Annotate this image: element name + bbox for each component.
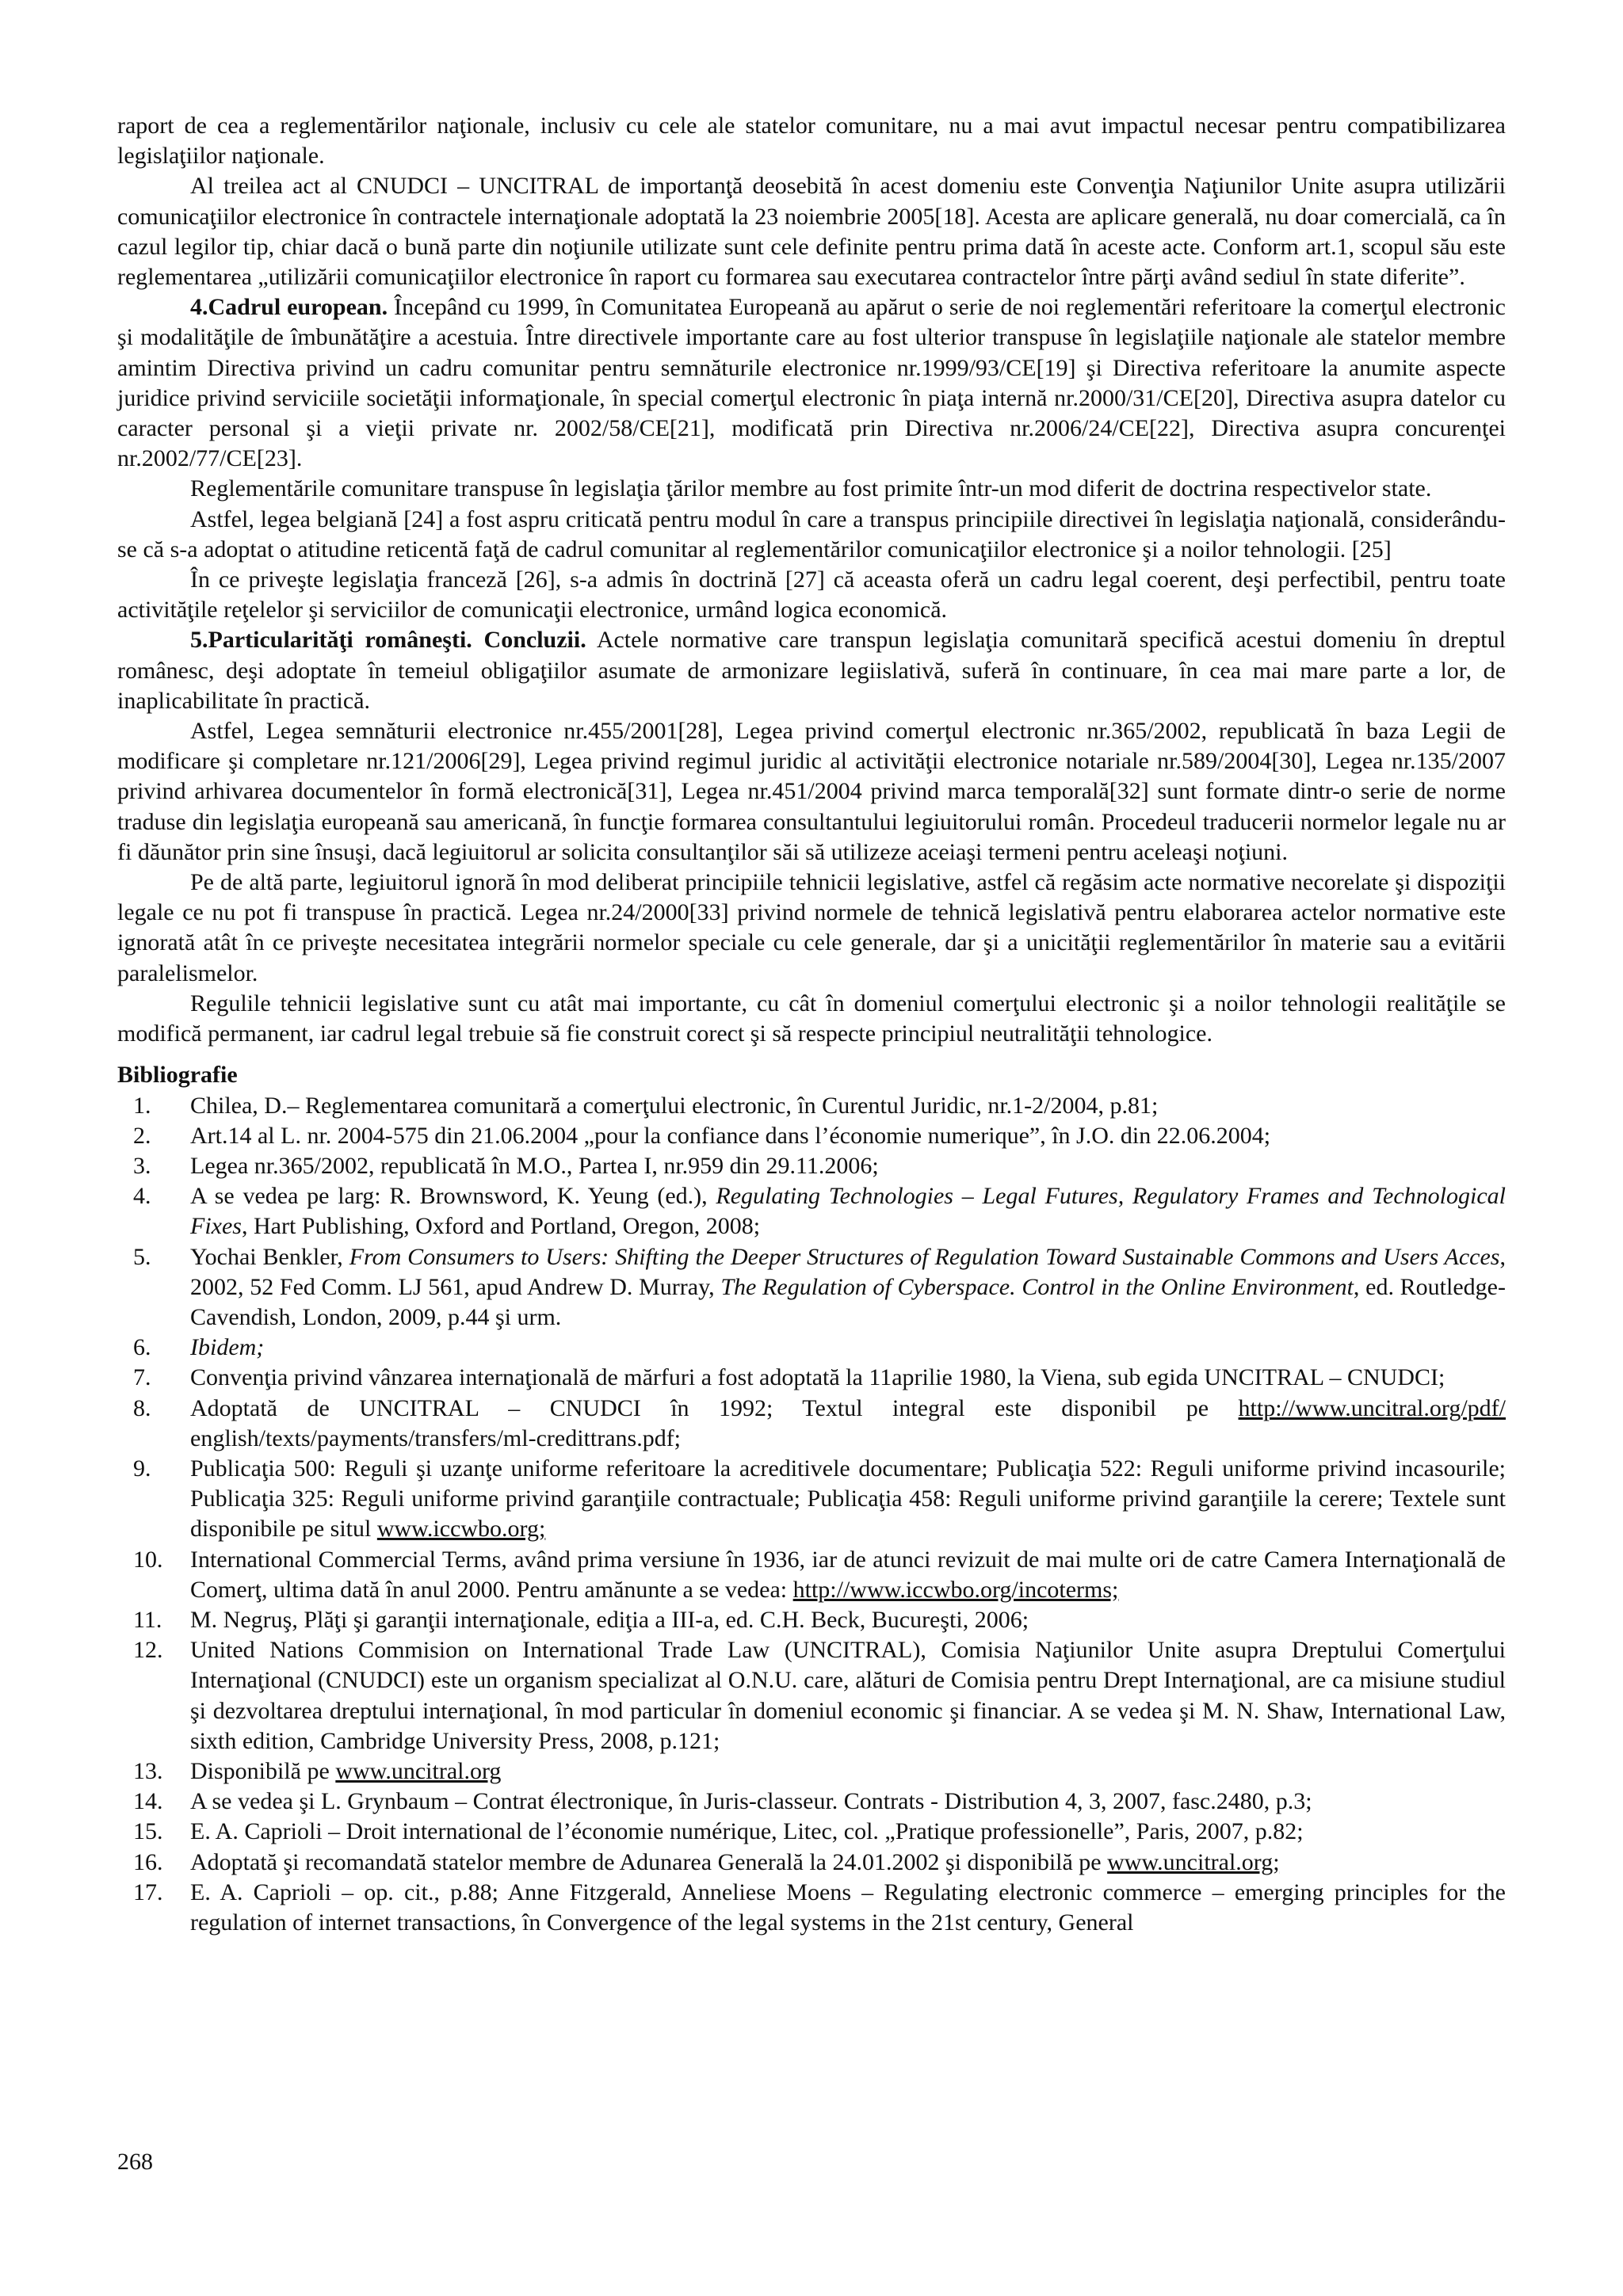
bibliography-item-text: Adoptată de UNCITRAL – CNUDCI în 1992; Textul integral este disponibil pe — [190, 1394, 1239, 1421]
bibliography-item-title: Regulating Technologies – Legal Futures, Regulatory Frames and Technological Fixes — [190, 1183, 1506, 1240]
section-4-paragraph — [117, 292, 1506, 474]
bibliography-item-number: 9. — [133, 1455, 151, 1482]
bibliography-item-link[interactable]: www.iccwbo.org; — [376, 1516, 546, 1543]
bibliography-item — [117, 1878, 1506, 1938]
bibliography-item-number: 12. — [133, 1637, 163, 1664]
bibliography-item-text: Chilea, D.– Reglementarea comunitară a comerţului electronic, în Curentul Juridic, nr.1-2/2004, p.81; — [190, 1092, 1159, 1119]
bibliography-item — [117, 1635, 1506, 1756]
bibliography-item — [117, 1848, 1506, 1878]
bibliography-item — [117, 1817, 1506, 1847]
page-body — [117, 111, 1506, 1938]
bibliography-item-link[interactable]: http://www.iccwbo.org/incoterms; — [792, 1576, 1119, 1603]
section-4-number: 4. — [190, 294, 208, 321]
bibliography-item — [117, 1394, 1506, 1454]
bibliography-item — [117, 1333, 1506, 1363]
page-number: 268 — [117, 2149, 153, 2175]
bibliography-item — [117, 1605, 1506, 1635]
bibliography-item-number: 14. — [133, 1788, 163, 1815]
bibliography-item-number: 11. — [133, 1606, 162, 1633]
bibliography-item-number: 1. — [133, 1092, 151, 1119]
bibliography-item-number: 8. — [133, 1394, 151, 1421]
bibliography-item-text: english/texts/payments/transfers/ml-credittrans.pdf; — [190, 1425, 682, 1451]
section-5-body: Actele normative care transpun legislaţia comunitară specifică acestui domeniu în dreptul românesc, deşi adoptate în temeiul obligaţiilor asumate de armonizare legiislativă, suferă în continuare, în cea mai mare parte a lor, de inaplicabilitate în practică. — [117, 627, 1506, 714]
bibliography-item-number: 2. — [133, 1122, 151, 1149]
section-5-paragraph — [117, 625, 1506, 716]
section-4-title: Cadrul european. — [208, 294, 388, 321]
bibliography-item — [117, 1151, 1506, 1181]
bibliography-item-number: 3. — [133, 1152, 151, 1179]
bibliography-item-text: Yochai Benkler, — [190, 1243, 349, 1270]
bibliography-item — [117, 1091, 1506, 1121]
bibliography-item-text: , Hart Publishing, Oxford and Portland, Oregon, 2008; — [241, 1213, 761, 1240]
bibliography-item-number: 10. — [133, 1546, 163, 1573]
bibliography-item-number: 16. — [133, 1848, 163, 1875]
bibliography-item — [117, 1363, 1506, 1393]
bibliography-item-text: Convenţia privind vânzarea internaţională de mărfuri a fost adoptată la 11aprilie 1980, la Viena, sub egida UNCITRAL – CNUDCI; — [190, 1364, 1445, 1391]
bibliography-item-text: Adoptată şi recomandată statelor membre de Adunarea Generală la 24.01.2002 şi disponibilă pe — [190, 1848, 1108, 1875]
bibliography-item — [117, 1121, 1506, 1151]
paragraph-5: Astfel, legea belgiană [24] a fost aspru criticată pentru modul în care a transpus principiile directivei în legislaţia naţională, considerându-se că s-a adoptat o atitudine reticentă faţă de cadrul comunitar al reglementărilor comunicaţiilor electronice şi a noilor tehnologii. [25] — [117, 505, 1506, 563]
bibliography-item-link[interactable]: www.uncitral.org — [335, 1757, 502, 1784]
bibliography-item-number: 17. — [133, 1878, 163, 1905]
bibliography-item-text: United Nations Commision on International Trade Law (UNCITRAL), Comisia Naţiunilor Unite asupra Dreptului Comerţului Internaţional (CNUDCI) este un organism specializat al O.N.U. care, alături de Comisia pentru Drept Internaţional, are ca misiune studiul şi dezvoltarea dreptului internaţional, în mod particular în domeniul economic şi financiar. A se vedea şi M. N. Shaw, International Law, sixth edition, Cambridge University Press, 2008, p.121; — [190, 1637, 1506, 1754]
paragraph-4: Reglementările comunitare transpuse în legislaţia ţărilor membre au fost primite într-un mod diferit de doctrina respectivelor state. — [190, 475, 1432, 502]
bibliography-item-title: The Regulation of Cyberspace. Control in the Online Environment — [720, 1273, 1354, 1300]
bibliography-item — [117, 1787, 1506, 1817]
bibliography-item-text: Art.14 al L. nr. 2004-575 din 21.06.2004 „pour la confiance dans l’économie numerique”, în J.O. din 22.06.2004; — [190, 1122, 1271, 1149]
bibliography-item-link[interactable]: www.uncitral.org; — [1107, 1848, 1280, 1875]
bibliography-item-title: Ibidem; — [190, 1334, 265, 1361]
section-5-title: Particularităţi româneşti. Concluzii. — [208, 627, 586, 654]
paragraph-6: În ce priveşte legislaţia franceză [26], s-a admis în doctrină [27] că aceasta oferă un cadru legal coerent, deşi perfectibil, pentru toate activităţile reţelelor şi serviciilor de comunicaţii electronice, urmând logica economică. — [117, 566, 1506, 624]
bibliography-item — [117, 1545, 1506, 1605]
paragraph-10: Regulile tehnicii legislative sunt cu atât mai importante, cu cât în domeniul comerţului electronic şi a noilor tehnologii realităţile se modifică permanent, iar cadrul legal trebuie să fie construit corect şi să respecte principiul neutralităţii tehnologice. — [117, 990, 1506, 1047]
paragraph-9: Pe de altă parte, legiuitorul ignoră în mod deliberat principiile tehnicii legislative, astfel că regăsim acte normative necorelate şi dispoziţii legale ce nu pot fi transpuse în practică. Legea nr.24/2000[33] privind normele de tehnică legislativă pentru elaborarea actelor normative este ignorată atât în ce priveşte necesitatea integrării normelor speciale cu cele generale, dar şi a unicităţii reglementărilor în materie sau a evitării paralelismelor. — [117, 869, 1506, 986]
bibliography-item-link[interactable]: http://www.uncitral.org/pdf/ — [1238, 1394, 1506, 1421]
bibliography-item-number: 13. — [133, 1757, 163, 1784]
paragraph-8: Astfel, Legea semnăturii electronice nr.455/2001[28], Legea privind comerţul electronic nr.365/2002, republicată în baza Legii de modificare şi completare nr.121/2006[29], Legea privind regimul juridic al activităţii electronice notariale nr.589/2004[30], Legea nr.135/2007 privind arhivarea documentelor în formă electronică[31], Legea nr.451/2004 privind marca temporală[32] sunt formate dintr-o serie de norme traduse din legislaţia europeană sau americană, în funcţie formarea consultantului legiuitorului român. Procedeul traducerii normelor legale nu ar fi dăunător prin sine însuşi, dacă legiuitorul ar solicita consultanţilor săi să utilizeze aceiaşi termeni pentru aceleaşi noţiuni. — [117, 718, 1506, 865]
bibliography-item-text: A se vedea şi L. Grynbaum – Contrat électronique, în Juris-classeur. Contrats - Distribution 4, 3, 2007, fasc.2480, p.3; — [190, 1788, 1312, 1815]
bibliography-item-text: Publicaţia 500: Reguli şi uzanţe uniforme referitoare la acreditivele documentare; Publicaţia 522: Reguli uniforme privind incasourile; Publicaţia 325: Reguli uniforme privind garanţiile contractuale; Publicaţia 458: Reguli uniforme privind garanţiile la cerere; Textele sunt disponibile pe situl — [190, 1455, 1506, 1543]
bibliography-item-text: International Commercial Terms, având prima versiune în 1936, iar de atunci revizuit de mai multe ori de catre Camera Internaţională de Comerţ, ultima dată în anul 2000. Pentru amănunte a se vedea: — [190, 1546, 1506, 1603]
bibliography-item-text: Disponibilă pe — [190, 1757, 336, 1784]
bibliography-item-text: , 2002, 52 Fed Comm. LJ 561, apud Andrew D. Murray, — [190, 1243, 1506, 1300]
bibliography-item-text: A se vedea pe larg: R. Brownsword, K. Yeung (ed.), — [190, 1183, 716, 1210]
paragraph-2: Al treilea act al CNUDCI – UNCITRAL de importanţă deosebită în acest domeniu este Convenţia Naţiunilor Unite asupra utilizării comunicaţiilor electronice în contractele internaţionale adoptată la 23 noiembrie 2005[18]. Acesta are aplicare generală, nu doar comercială, ca în cazul legilor tip, chiar dacă o bună parte din noţiunile utilizate sunt cele definite pentru prima dată în aceste acte. Conform art.1, scopul său este reglementarea „utilizării comunicaţiilor electronice în raport cu formarea sau executarea contractelor între părţi având sediul în state diferite”. — [117, 173, 1506, 291]
bibliography-item-text: E. A. Caprioli – op. cit., p.88; Anne Fitzgerald, Anneliese Moens – Regulating electronic commerce – emerging principles for the regulation of internet transactions, în Convergence of the legal systems in the 21st century, General — [190, 1878, 1506, 1936]
bibliography-item-number: 15. — [133, 1818, 163, 1845]
section-4-body: Începând cu 1999, în Comunitatea Europeană au apărut o serie de noi reglementări referitoare la comerţul electronic şi modalităţile de îmbunătăţire a acestuia. Între directivele importante care au fost ulterior transpuse în legislaţiile naţionale ale statelor membre amintim Directiva privind un cadru comunitar pentru semnăturile electronice nr.1999/93/CE[19] şi Directiva referitoare la anumite aspecte juridice privind serviciile societăţii informaţionale, în special comerţul electronic în piaţa internă nr.2000/31/CE[20], Directiva asupra datelor cu caracter personal şi a vieţii private nr. 2002/58/CE[21], modificată prin Directiva nr.2006/24/CE[22], Directiva asupra concurenţei nr.2002/77/CE[23]. — [117, 294, 1506, 472]
bibliography-item-text: E. A. Caprioli – Droit international de l’économie numérique, Litec, col. „Pratique professionelle”, Paris, 2007, p.82; — [190, 1818, 1304, 1845]
bibliography-item — [117, 1756, 1506, 1787]
bibliography-item — [117, 1454, 1506, 1545]
bibliography-item-title: From Consumers to Users: Shifting the Deeper Structures of Regulation Toward Sustainable Commons and Users Acces — [349, 1243, 1500, 1270]
bibliography-item-text: , ed. Routledge-Cavendish, London, 2009, p.44 şi urm. — [190, 1273, 1506, 1330]
section-5-number: 5. — [190, 627, 208, 654]
bibliography-item-number: 5. — [133, 1243, 151, 1270]
bibliography-item-number: 7. — [133, 1364, 151, 1391]
bibliography-list — [117, 1091, 1506, 1939]
bibliography-item-number: 4. — [133, 1183, 151, 1210]
bibliography-item — [117, 1181, 1506, 1241]
bibliography-item-text: Legea nr.365/2002, republicată în M.O., Partea I, nr.959 din 29.11.2006; — [190, 1152, 879, 1179]
bibliography-item-text: M. Negruş, Plăţi şi garanţii internaţionale, ediţia a III-a, ed. C.H. Beck, Bucureşti, 2006; — [190, 1606, 1029, 1633]
bibliography-item — [117, 1242, 1506, 1333]
bibliography-heading: Bibliografie — [117, 1062, 238, 1089]
bibliography-item-number: 6. — [133, 1334, 151, 1361]
paragraph-1: raport de cea a reglementărilor naţionale, inclusiv cu cele ale statelor comunitare, nu a mai avut impactul necesar pentru compatibilizarea legislaţiilor naţionale. — [117, 113, 1506, 170]
